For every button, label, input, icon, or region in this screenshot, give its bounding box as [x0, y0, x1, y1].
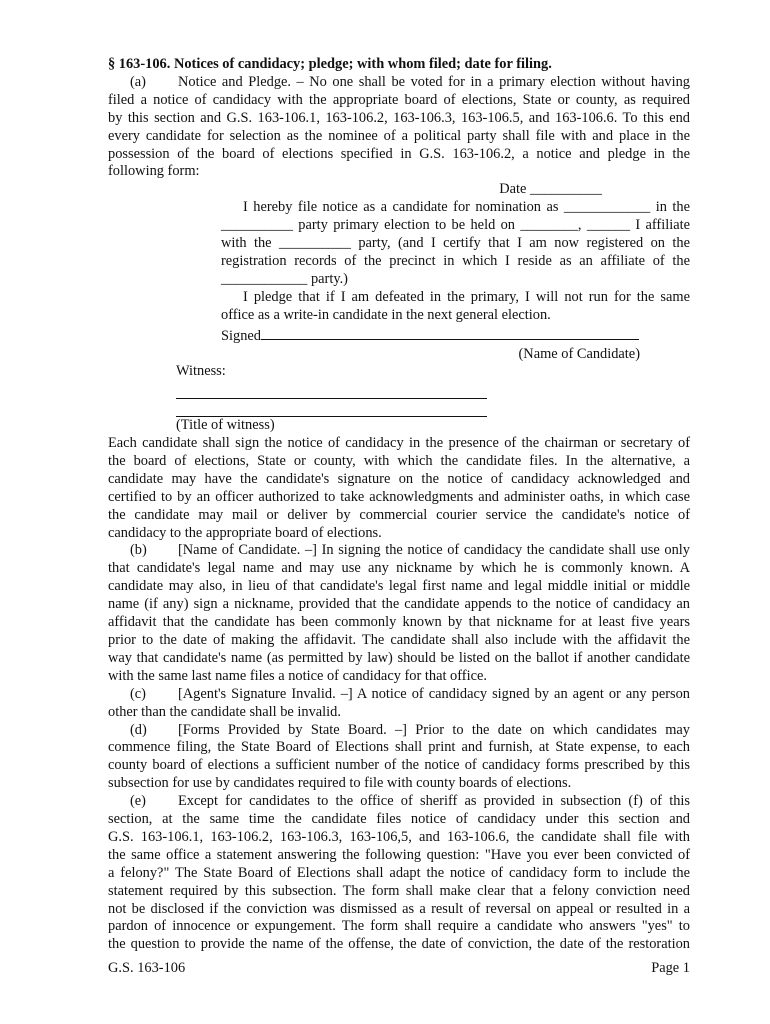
- para-b-line: with the same last name files a notice of candidacy for that office.: [108, 667, 487, 684]
- para-c-line: other than the candidate shall be invalid.: [108, 703, 341, 720]
- form-line-2: __________ party primary election to be held on ________, ______ I affiliate: [221, 217, 690, 234]
- form-line-6: I pledge that if I am defeated in the primary, I will not run for the same: [243, 288, 690, 305]
- para-e-line: G.S. 163-106.1, 163-106.2, 163-106.3, 163-106,5, and 163-106.6, the candidate shall file with: [108, 828, 690, 845]
- para-a-line: by this section and G.S. 163-106.1, 163-106.2, 163-106.3, 163-106.5, and 163-106.6. To this end: [108, 109, 690, 126]
- para-e-line: statement required by this subsection. The form shall make clear that a felony conviction need: [108, 882, 690, 899]
- para-d-line: [108, 722, 690, 740]
- para-d-line: county board of elections a sufficient number of the notice of candidacy forms prescribed by this: [108, 757, 690, 774]
- candidacy-form: [221, 181, 690, 363]
- footer-page-number: Page 1: [651, 960, 690, 976]
- witness-block: [176, 363, 690, 435]
- form-line-7: office as a write-in candidate in the next general election.: [221, 306, 551, 323]
- paragraph-e: [108, 793, 690, 954]
- section-title: § 163-106. Notices of candidacy; pledge; with whom filed; date for filing.: [108, 56, 552, 72]
- para-a-line: [108, 74, 690, 92]
- para-e-line: a felony?" The State Board of Elections shall adapt the notice of candidacy form to include the: [108, 864, 690, 881]
- para-d-line: commence filing, the State Board of Elections shall print and furnish, at State expense, to each: [108, 739, 690, 756]
- name-of-candidate-label: (Name of Candidate): [518, 345, 640, 362]
- para-after-form-line: certified to by an officer authorized to take acknowledgments and administer oaths, in which case: [108, 488, 690, 505]
- form-line-1: I hereby file notice as a candidate for nomination as ____________ in the: [243, 199, 690, 216]
- footer-citation: G.S. 163-106: [108, 960, 186, 976]
- document-page: [108, 56, 690, 954]
- subsection-text: Notice and Pledge. – No one shall be voted for in a primary election without having: [178, 73, 690, 90]
- para-e-line: pardon of innocence or expungement. The form shall require a candidate who answers "yes" to: [108, 918, 690, 935]
- para-b-line: [108, 542, 690, 560]
- signed-label: Signed: [221, 327, 261, 344]
- form-line-3: with the __________ party, (and I certify that I am now registered on the: [221, 235, 690, 252]
- para-a-line: every candidate for selection as the nominee of a political party shall file with and place in the: [108, 127, 690, 144]
- para-e-line: the same office a statement answering the following question: "Have you ever been convicted of: [108, 846, 690, 863]
- para-b-line: prior to the date of making the affidavit. The candidate shall also include with the affidavit the: [108, 631, 690, 648]
- para-a-line: following form:: [108, 163, 200, 180]
- subsection-text: [Name of Candidate. –] In signing the notice of candidacy the candidate shall use only: [178, 542, 690, 559]
- subsection-label: (b): [130, 542, 147, 559]
- witness-label: Witness:: [176, 363, 226, 380]
- form-line-5: ____________ party.): [221, 270, 348, 287]
- para-after-form-line: the board of elections, State or county, with which the candidate files. In the alternative, a: [108, 452, 690, 469]
- paragraph-b: [108, 542, 690, 685]
- para-a-line: possession of the board of elections specified in G.S. 163-106.2, a notice and pledge in the: [108, 145, 690, 162]
- title-of-witness-label: (Title of witness): [176, 417, 275, 434]
- para-d-line: subsection for use by candidates required to file with county boards of elections.: [108, 775, 572, 792]
- subsection-text: [Forms Provided by State Board. –] Prior to the date on which candidates may: [178, 721, 690, 738]
- form-date-line: Date __________: [499, 181, 602, 198]
- paragraph-signing: [108, 435, 690, 542]
- subsection-label: (d): [130, 721, 147, 738]
- para-b-line: name (if any) sign a nickname, provided that the candidate appends to the notice of candidacy an: [108, 596, 690, 613]
- para-a-line: filed a notice of candidacy with the appropriate board of elections, State or county, as required: [108, 91, 690, 108]
- para-e-line: [108, 793, 690, 811]
- form-signed-line: [221, 325, 690, 346]
- subsection-text: [Agent's Signature Invalid. –] A notice of candidacy signed by an agent or any person: [178, 685, 690, 702]
- para-after-form-line: candidate may have the candidate's signature on the notice of candidacy acknowledged and: [108, 470, 690, 487]
- para-after-form-line: the candidate may mail or deliver by commercial courier service the candidate's notice of: [108, 506, 690, 523]
- witness-title-underline: [176, 399, 487, 417]
- para-after-form-line: Each candidate shall sign the notice of candidacy in the presence of the chairman or secretary of: [108, 435, 690, 451]
- paragraph-c: [108, 686, 690, 722]
- form-line-4: registration records of the precinct in which I reside as an affiliate of the: [221, 252, 690, 269]
- para-after-form-line: candidacy to the appropriate board of elections.: [108, 524, 382, 541]
- para-c-line: [108, 686, 690, 704]
- para-b-line: affidavit that the candidate has been commonly known by that nickname for at least five years: [108, 614, 690, 631]
- para-e-line: the question to provide the name of the offense, the date of conviction, the date of the restoration: [108, 936, 690, 953]
- paragraph-d: [108, 722, 690, 794]
- witness-signature-underline: [176, 381, 487, 399]
- para-b-line: candidate may also, in lieu of that candidate's legal first name and legal middle initial or middle: [108, 578, 690, 595]
- subsection-label: (c): [130, 685, 146, 702]
- signature-underline: [261, 325, 639, 340]
- subsection-label: (a): [130, 73, 146, 90]
- para-b-line: way that candidate's name (as permitted by law) should be listed on the ballot if another candidate: [108, 649, 690, 666]
- para-b-line: that candidate's legal name and may use any nickname by which he is commonly known. A: [108, 560, 690, 577]
- para-e-line: section, at the same time the candidate files notice of candidacy under this section and: [108, 811, 690, 828]
- para-e-line: not be disclosed if the conviction was dismissed as a result of reversal on appeal or resulted in a: [108, 900, 690, 917]
- subsection-label: (e): [130, 793, 146, 810]
- paragraph-a: [108, 74, 690, 181]
- subsection-text: Except for candidates to the office of sheriff as provided in subsection (f) of this: [178, 793, 690, 810]
